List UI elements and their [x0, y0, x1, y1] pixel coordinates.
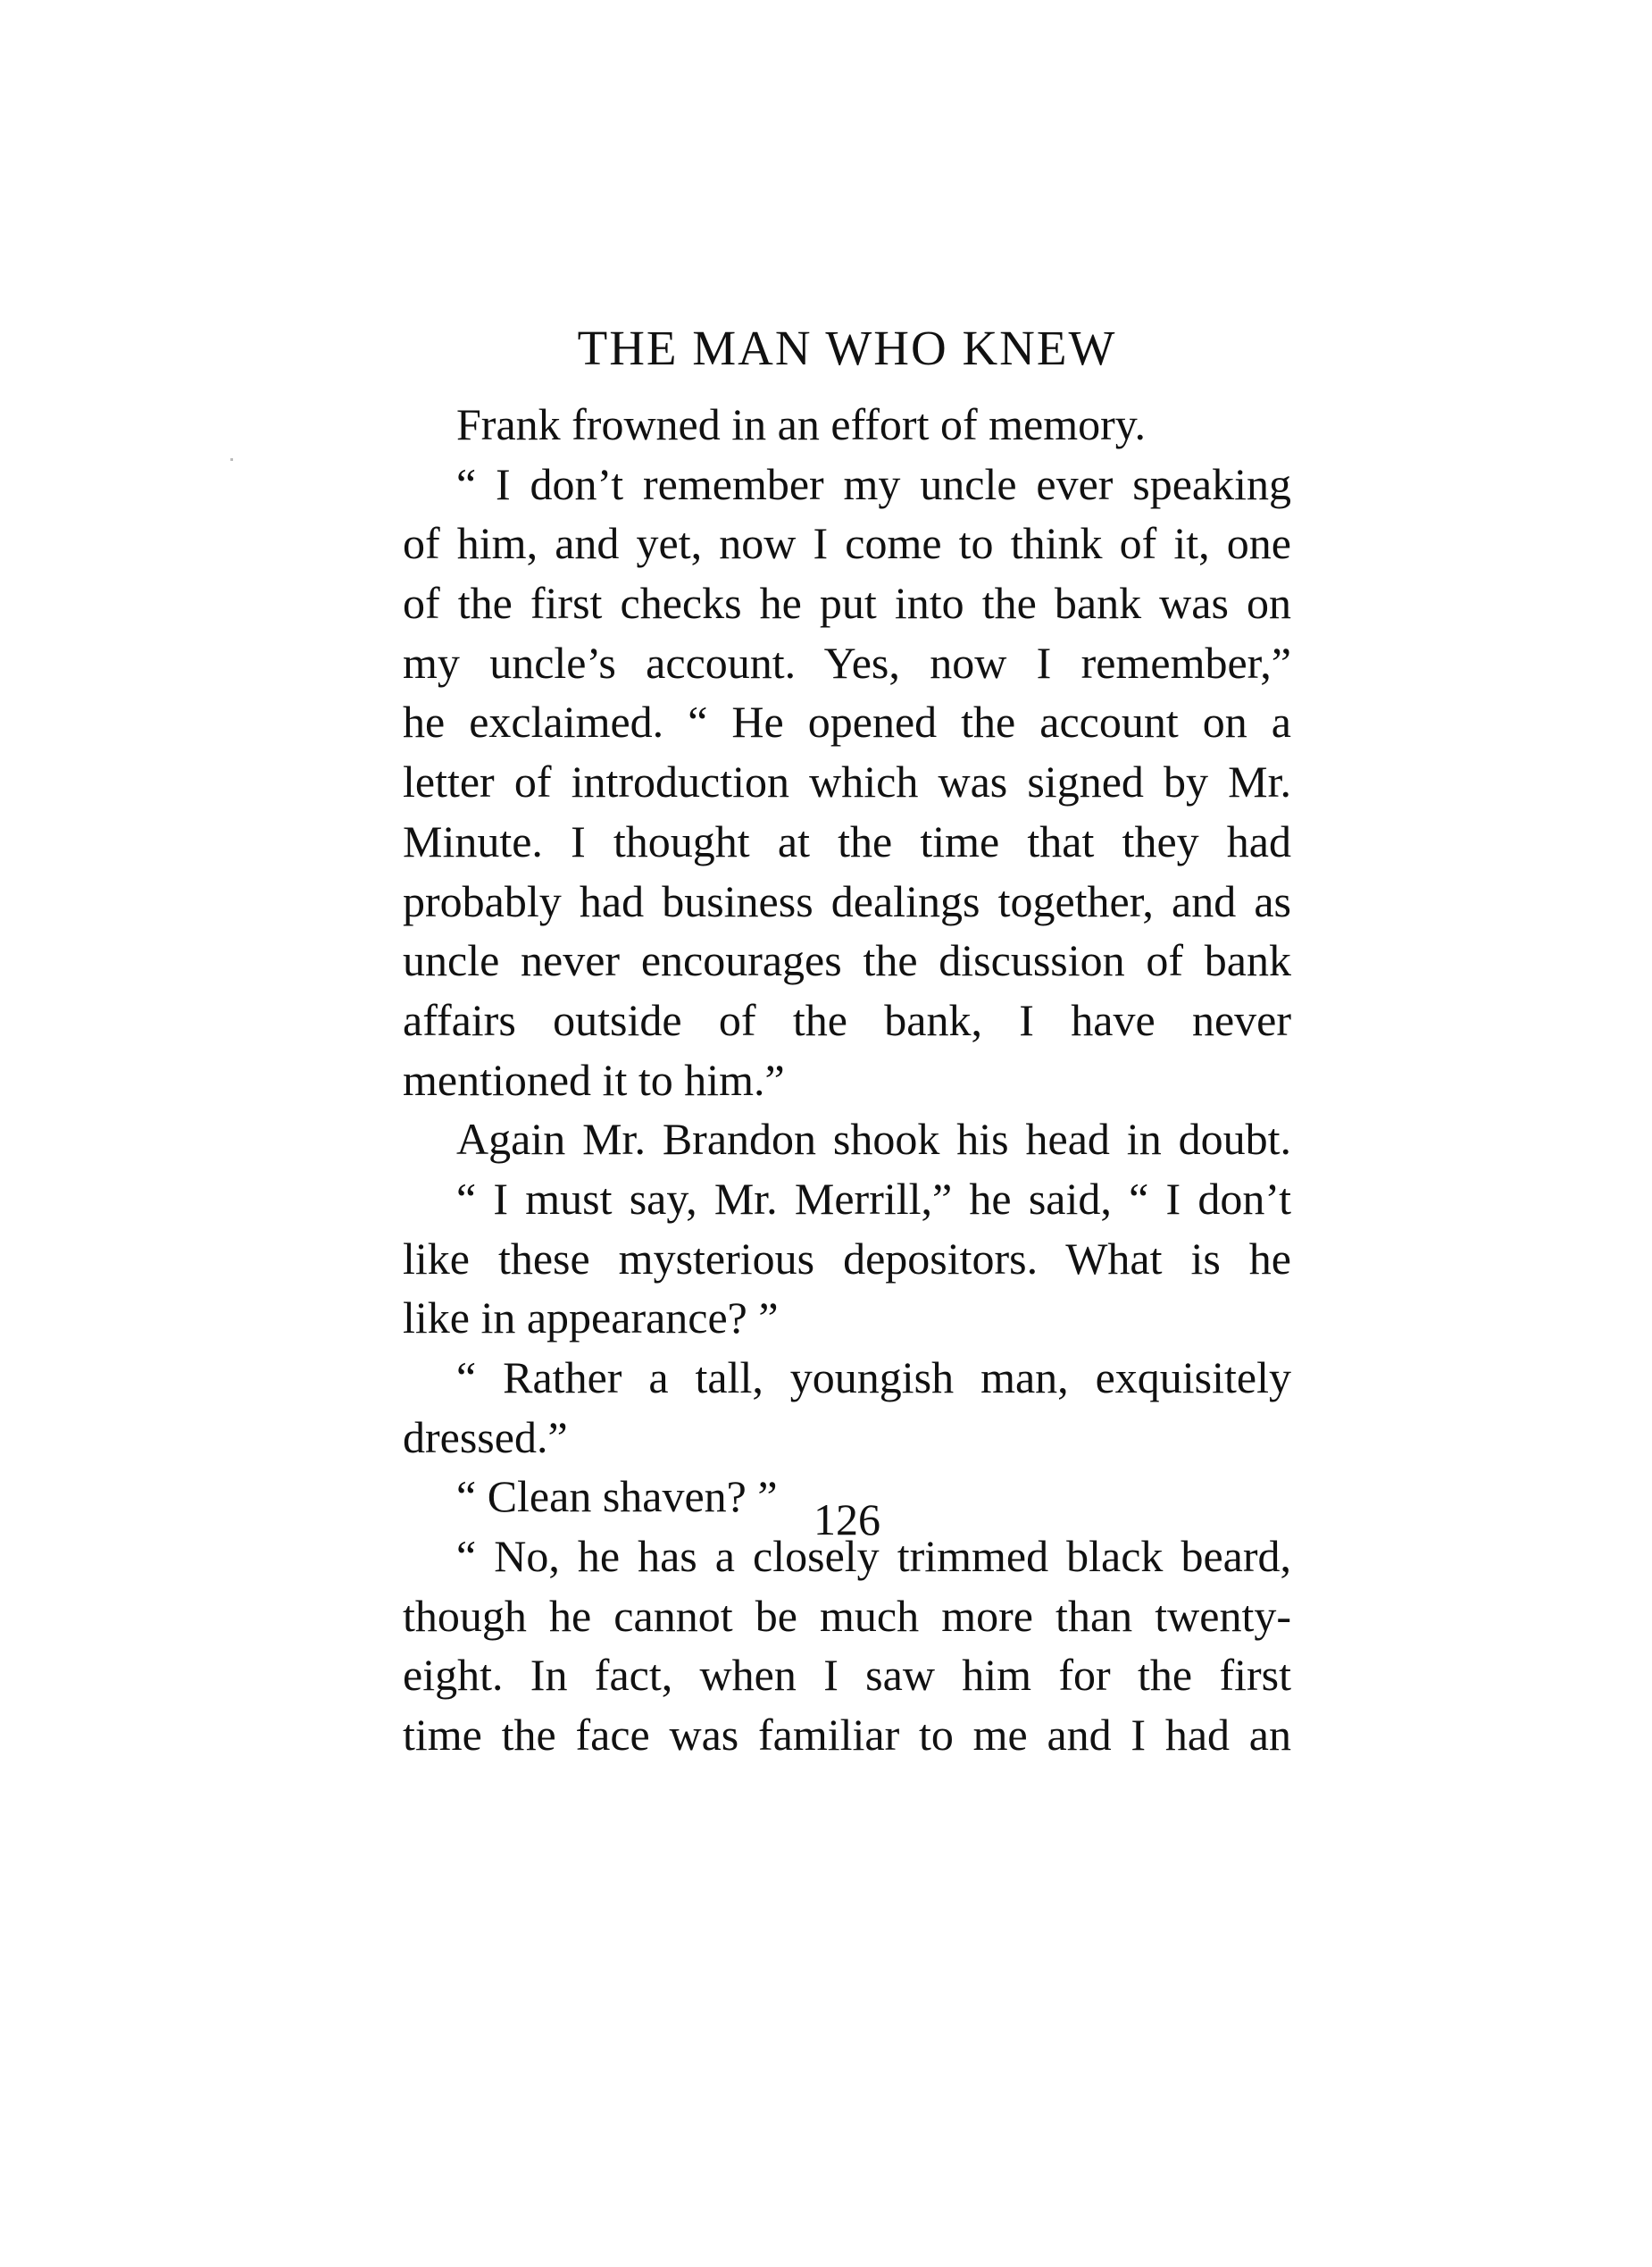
text-line: mentioned it to him.”	[403, 1054, 785, 1105]
text-line: though he cannot be much more than twenty-	[403, 1590, 1291, 1641]
text-line: “ I don’t remember my uncle ever speaking	[456, 458, 1291, 509]
text-line: he exclaimed. “ He opened the account on a	[403, 697, 1291, 748]
text-line: Frank frowned in an effort of memory.	[456, 399, 1146, 449]
text-line: time the face was familiar to me and I had an	[403, 1710, 1291, 1761]
text-line: of him, and yet, now I come to think of it, one	[403, 518, 1291, 569]
text-line: dressed.”	[403, 1411, 568, 1462]
text-line: of the first checks he put into the bank was on	[403, 578, 1291, 629]
text-line: “ I must say, Mr. Merrill,” he said, “ I don’t	[456, 1173, 1291, 1224]
text-line: like these mysterious depositors. What is he	[403, 1233, 1291, 1284]
text-line: Again Mr. Brandon shook his head in doubt.	[456, 1114, 1291, 1165]
text-line: “ Clean shaven? ”	[456, 1471, 778, 1522]
running-head: THE MAN WHO KNEW	[577, 321, 1117, 375]
page-number: 126	[813, 1494, 880, 1544]
text-line: “ Rather a tall, youngish man, exquisitely	[456, 1352, 1291, 1402]
text-line: affairs outside of the bank, I have never	[403, 994, 1291, 1045]
text-line: “ No, he has a closely trimmed black beard,	[456, 1531, 1291, 1582]
text-line: my uncle’s account. Yes, now I remember,”	[403, 637, 1291, 688]
text-line: like in appearance? ”	[403, 1292, 779, 1343]
text-line: letter of introduction which was signed by Mr.	[403, 757, 1291, 807]
text-line: eight. In fact, when I saw him for the first	[403, 1650, 1291, 1701]
text-line: probably had business dealings together, and as	[403, 875, 1291, 926]
text-line: Minute. I thought at the time that they had	[403, 816, 1291, 866]
text-line: uncle never encourages the discussion of bank	[403, 935, 1291, 986]
margin-speck	[230, 458, 233, 461]
body-text	[403, 395, 1291, 1765]
